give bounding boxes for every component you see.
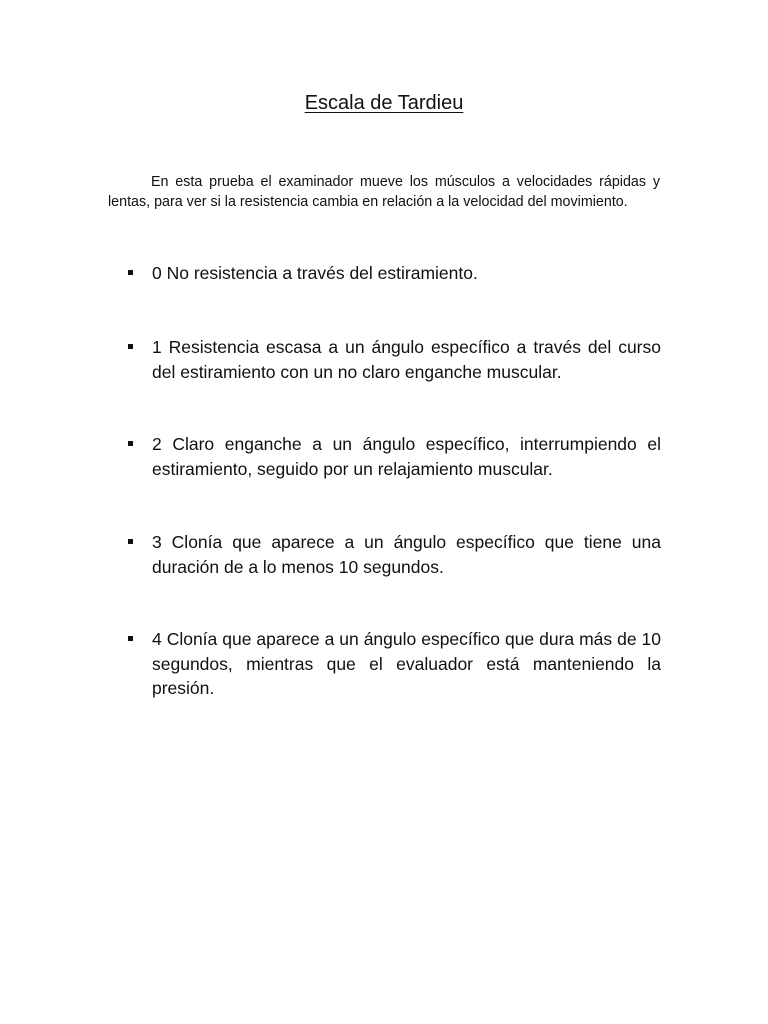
list-item-text: 3 Clonía que aparece a un ángulo específico que tiene una duración de a lo menos 10 segundos.: [152, 532, 661, 577]
square-bullet-icon: [128, 636, 133, 641]
intro-paragraph: En esta prueba el examinador mueve los músculos a velocidades rápidas y lentas, para ver si la resistencia cambia en relación a la velocidad del movimiento.: [108, 174, 660, 210]
list-item-text: 1 Resistencia escasa a un ángulo específico a través del curso del estiramiento con un no claro enganche muscular.: [152, 337, 661, 382]
document-title: [0, 90, 768, 116]
square-bullet-icon: [128, 539, 133, 544]
document-title-text: Escala de Tardieu: [304, 92, 464, 114]
square-bullet-icon: [128, 441, 133, 446]
list-item-text: 0 No resistencia a través del estiramiento.: [152, 263, 478, 283]
square-bullet-icon: [128, 270, 133, 275]
square-bullet-icon: [128, 344, 133, 349]
list-item-text: 2 Claro enganche a un ángulo específico, interrumpiendo el estiramiento, seguido por un relajamiento muscular.: [152, 434, 661, 479]
list-item-text: 4 Clonía que aparece a un ángulo específico que dura más de 10 segundos, mientras que el evaluador está manteniendo la presión.: [152, 629, 661, 698]
